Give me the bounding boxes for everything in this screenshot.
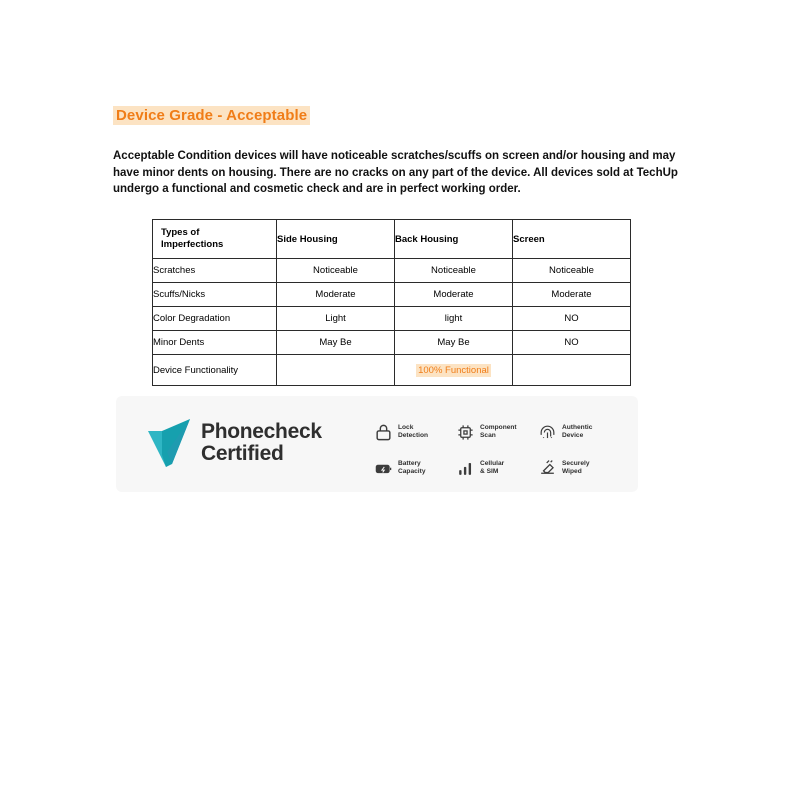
table-row — [153, 259, 631, 283]
chip-icon — [456, 423, 475, 442]
cell-color-back: light — [395, 307, 513, 331]
feature-component-scan — [456, 418, 538, 446]
cell-dents-screen: NO — [513, 331, 631, 355]
table-row — [153, 307, 631, 331]
row-label-scuffs-nicks: Scuffs/Nicks — [153, 283, 277, 307]
cell-scratches-side: Noticeable — [277, 259, 395, 283]
signal-bars-icon — [456, 459, 475, 478]
page-title: Device Grade - Acceptable — [113, 106, 310, 125]
certification-features — [374, 418, 624, 482]
feature-securely-wiped — [538, 454, 624, 482]
feature-authentic-device — [538, 418, 624, 446]
battery-icon — [374, 459, 393, 478]
table-header-row — [153, 220, 631, 259]
functionality-badge: 100% Functional — [418, 364, 489, 376]
brand-line-1: Phonecheck — [201, 420, 322, 443]
table-row-functionality — [153, 355, 631, 386]
column-header-side-housing: Side Housing — [277, 220, 395, 259]
cell-scratches-screen: Noticeable — [513, 259, 631, 283]
phonecheck-logo — [146, 417, 322, 469]
cell-scuffs-side: Moderate — [277, 283, 395, 307]
cell-functionality-screen — [513, 355, 631, 386]
cell-functionality-back — [395, 355, 513, 386]
cell-functionality-side — [277, 355, 395, 386]
cell-scratches-back: Noticeable — [395, 259, 513, 283]
phonecheck-wordmark — [201, 421, 322, 465]
feature-label: Battery Capacity — [398, 459, 426, 475]
cell-scuffs-back: Moderate — [395, 283, 513, 307]
column-header-imperfections — [153, 220, 277, 259]
feature-battery-capacity — [374, 454, 456, 482]
feature-label: Lock Detection — [398, 423, 429, 439]
cell-dents-back: May Be — [395, 331, 513, 355]
device-grade-table — [152, 219, 631, 386]
brand-line-2: Certified — [201, 442, 284, 465]
table-row — [153, 331, 631, 355]
table-row — [153, 283, 631, 307]
cell-dents-side: May Be — [277, 331, 395, 355]
cell-color-screen: NO — [513, 307, 631, 331]
feature-lock-detection — [374, 418, 456, 446]
header-line-1: Types of — [161, 227, 200, 238]
row-label-scratches: Scratches — [153, 259, 277, 283]
row-label-minor-dents: Minor Dents — [153, 331, 277, 355]
intro-paragraph: Acceptable Condition devices will have noticeable scratches/scuffs on screen and/or housing and may have minor dents on housing. There are no cracks on any part of the device. All devices sold at TechUp undergo a functional and cosmetic check and are in perfect working order. — [113, 150, 678, 195]
column-header-back-housing: Back Housing — [395, 220, 513, 259]
row-label-color-degradation: Color Degradation — [153, 307, 277, 331]
feature-label: Securely Wiped — [562, 459, 590, 475]
feature-label: Component Scan — [480, 423, 517, 439]
checkmark-icon — [146, 417, 192, 469]
cell-scuffs-screen: Moderate — [513, 283, 631, 307]
cell-color-side: Light — [277, 307, 395, 331]
phonecheck-certified-panel — [116, 396, 638, 492]
header-line-2: Imperfections — [161, 239, 224, 250]
feature-label: Cellular & SIM — [480, 459, 505, 475]
feature-cellular-sim — [456, 454, 538, 482]
column-header-screen: Screen — [513, 220, 631, 259]
eraser-icon — [538, 459, 557, 478]
row-label-device-functionality: Device Functionality — [153, 355, 277, 386]
lock-icon — [374, 423, 393, 442]
feature-label: Authentic Device — [562, 423, 593, 439]
fingerprint-icon — [538, 423, 557, 442]
